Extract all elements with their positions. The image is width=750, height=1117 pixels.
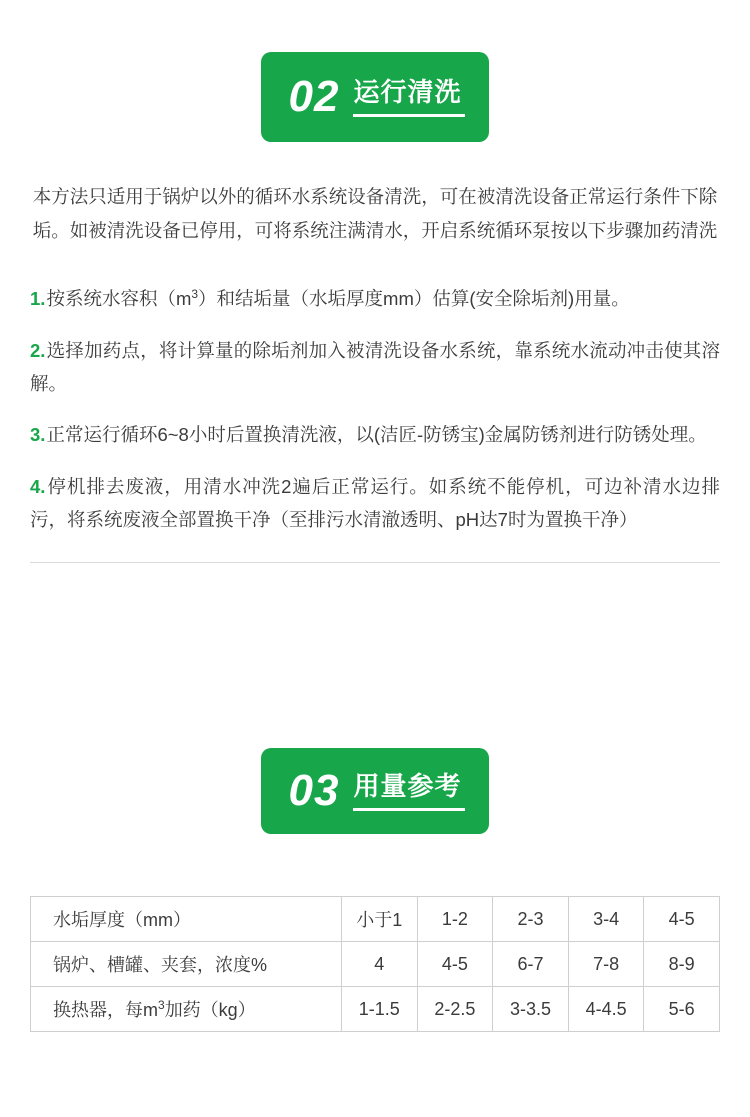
table-cell: 4-5 — [417, 942, 493, 987]
table-row-label-text: 换热器，每m — [53, 1000, 158, 1020]
section-03-badge — [261, 748, 489, 834]
dosage-table-wrap — [30, 896, 720, 1032]
table-cell: 4-5 — [644, 897, 720, 942]
step-text: 正常运行循环6~8小时后置换清洗液，以(洁匠-防锈宝)金属防锈剂进行防锈处理。 — [46, 424, 707, 446]
table-row — [31, 942, 720, 987]
table-cell: 1-1.5 — [342, 987, 418, 1032]
table-cell: 3-3.5 — [493, 987, 569, 1032]
section-running-cleaning — [0, 52, 750, 563]
table-row-label-text-after: 加药（kg） — [164, 1000, 256, 1020]
table-cell: 4 — [342, 942, 418, 987]
dosage-table — [30, 896, 720, 1032]
table-cell: 5-6 — [644, 987, 720, 1032]
table-row — [31, 987, 720, 1032]
step-number: 1. — [30, 288, 46, 310]
table-cell: 2-3 — [493, 897, 569, 942]
section-03-underline — [353, 808, 465, 811]
table-row-label — [31, 987, 342, 1032]
step-item — [30, 418, 720, 451]
table-row-label-text: 锅炉、槽罐、夹套，浓度% — [53, 955, 268, 975]
step-item — [30, 334, 720, 400]
table-cell: 6-7 — [493, 942, 569, 987]
step-text: 停机排去废液，用清水冲洗2遍后正常运行。如系统不能停机，可边补清水边排污，将系统废液全部置换干净（至排污水清澈透明、pH达7时为置换干净） — [30, 475, 720, 530]
section-02-intro: 本方法只适用于锅炉以外的循环水系统设备清洗，可在被清洗设备正常运行条件下除垢。如被清洗设备已停用，可将系统注满清水，开启系统循环泵按以下步骤加药清洗 — [32, 186, 718, 241]
step-text: 选择加药点，将计算量的除垢剂加入被清洗设备水系统，靠系统水流动冲击使其溶解。 — [30, 339, 720, 394]
section-02-number: 02 — [288, 72, 340, 121]
table-row-label-text: 水垢厚度（mm） — [53, 910, 191, 930]
step-number: 4. — [30, 475, 46, 497]
table-row-label — [31, 942, 342, 987]
table-row-label-sup: 3 — [158, 998, 165, 1012]
table-cell: 1-2 — [417, 897, 493, 942]
section-02-title: 运行清洗 — [353, 76, 462, 107]
step-number: 3. — [30, 424, 46, 446]
table-row — [31, 897, 720, 942]
section-02-badge — [261, 52, 489, 142]
section-02-underline — [353, 114, 465, 117]
section-03-number: 03 — [288, 766, 340, 815]
table-cell: 4-4.5 — [568, 987, 644, 1032]
table-cell: 8-9 — [644, 942, 720, 987]
table-row-label — [31, 897, 342, 942]
section-03-title: 用量参考 — [353, 770, 462, 801]
table-cell: 7-8 — [568, 942, 644, 987]
step-text-before: 按系统水容积（m — [46, 288, 192, 310]
section-divider — [30, 562, 720, 563]
step-superscript: 3 — [191, 287, 199, 301]
table-cell: 小于1 — [342, 897, 418, 942]
step-text-after: ）和结垢量（水垢厚度mm）估算(安全除垢剂)用量。 — [198, 288, 630, 310]
step-item — [30, 470, 720, 536]
step-number: 2. — [30, 339, 46, 361]
section-dosage-reference — [0, 748, 750, 1032]
section-03-title-wrap — [353, 771, 465, 811]
table-cell: 3-4 — [568, 897, 644, 942]
section-02-title-wrap — [353, 77, 465, 117]
section-02-steps — [30, 278, 720, 536]
step-item — [30, 278, 720, 315]
table-cell: 2-2.5 — [417, 987, 493, 1032]
